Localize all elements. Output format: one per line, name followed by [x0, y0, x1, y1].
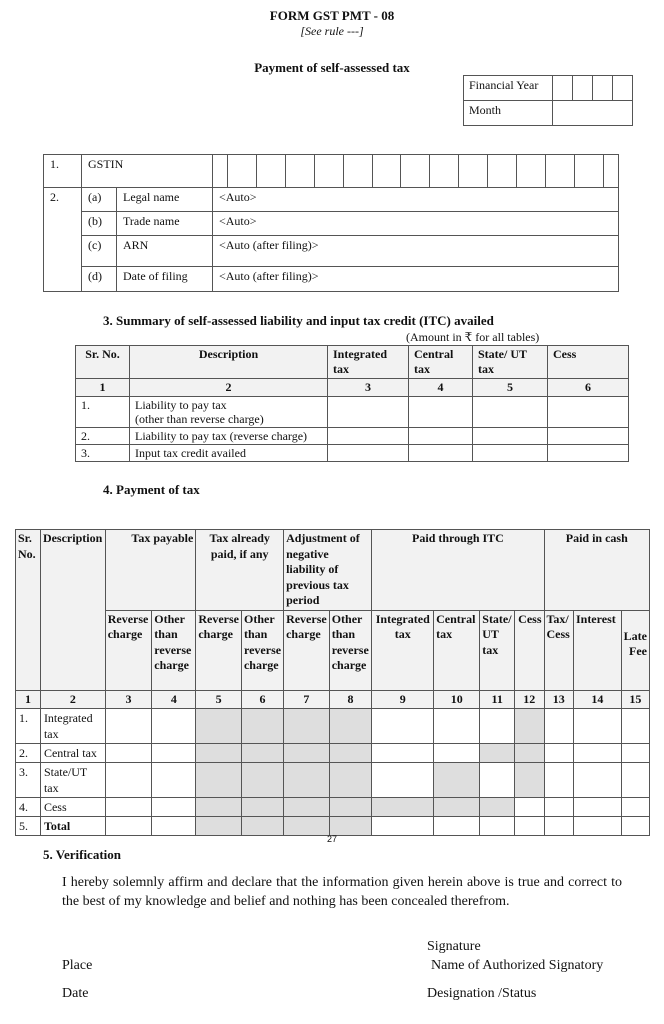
- row-description: Cess: [40, 798, 105, 817]
- gstin-char-box[interactable]: [213, 155, 227, 187]
- row-number: 2.: [76, 428, 130, 445]
- row-description-total: Total: [40, 817, 105, 836]
- col-number: 9: [372, 690, 434, 709]
- sub-header-state-ut-tax: State/ UT tax: [480, 610, 515, 690]
- row-description: Input tax credit availed: [130, 445, 328, 462]
- financial-year-digit[interactable]: [593, 76, 613, 101]
- gstin-char-box[interactable]: [372, 155, 401, 187]
- row-number: 5.: [16, 817, 41, 836]
- gstin-char-box[interactable]: [227, 155, 256, 187]
- amount-cell[interactable]: [372, 817, 434, 836]
- section3-title: 3. Summary of self-assessed liability and input tax credit (ITC) availed: [103, 313, 494, 328]
- amount-cell[interactable]: [152, 798, 196, 817]
- col-header-cess: Cess: [548, 346, 629, 379]
- legal-name-value: <Auto>: [213, 188, 619, 212]
- gstin-char-box[interactable]: [488, 155, 517, 187]
- payment-table: [15, 529, 650, 836]
- sub-header-cess: Cess: [515, 610, 544, 690]
- amount-cell[interactable]: [515, 798, 544, 817]
- col-number: 10: [434, 690, 480, 709]
- col-number: 2: [130, 379, 328, 397]
- sub-header-integrated-tax: Integrated tax: [372, 610, 434, 690]
- page-number: 27: [326, 834, 337, 844]
- col-header-description: Description: [40, 530, 105, 691]
- col-number: 12: [515, 690, 544, 709]
- signatory-name-label: Name of Authorized Signatory: [431, 958, 604, 973]
- table-row: [76, 397, 629, 428]
- gstin-char-box[interactable]: [517, 155, 546, 187]
- col-header-sr-no: Sr. No.: [76, 346, 130, 379]
- amount-cell[interactable]: [544, 798, 573, 817]
- disabled-cell: [284, 744, 330, 763]
- col-number: 8: [329, 690, 372, 709]
- amount-cell[interactable]: [515, 817, 544, 836]
- disabled-cell: [196, 709, 242, 744]
- table-row: [16, 709, 650, 744]
- amount-cell[interactable]: [621, 709, 649, 744]
- col-header-state-ut-tax: State/ UT tax: [473, 346, 548, 379]
- disabled-cell: [241, 798, 283, 817]
- month-field[interactable]: [553, 101, 633, 126]
- sub-header-reverse-charge: Reverse charge: [105, 610, 152, 690]
- col-header-central-tax: Central tax: [409, 346, 473, 379]
- amount-cell[interactable]: [544, 744, 573, 763]
- row-description: Integrated tax: [40, 709, 105, 744]
- trade-name-value: <Auto>: [213, 212, 619, 236]
- form-title: FORM GST PMT - 08: [269, 8, 395, 23]
- financial-year-digit[interactable]: [573, 76, 593, 101]
- disabled-cell: [515, 709, 544, 744]
- rule-reference: [See rule ---]: [300, 24, 364, 38]
- amount-cell[interactable]: [621, 744, 649, 763]
- disabled-cell: [196, 744, 242, 763]
- sub-header-interest: Interest: [573, 610, 621, 690]
- col-header-description: Description: [130, 346, 328, 379]
- financial-year-digit[interactable]: [613, 76, 633, 101]
- amount-cell[interactable]: [434, 817, 480, 836]
- col-number: 4: [152, 690, 196, 709]
- sub-item-label: (a): [82, 188, 117, 212]
- amount-cell[interactable]: [105, 817, 152, 836]
- amount-cell[interactable]: [105, 763, 152, 798]
- gstin-char-box[interactable]: [401, 155, 430, 187]
- amount-cell[interactable]: [473, 445, 548, 462]
- date-of-filing-label: Date of filing: [117, 267, 213, 292]
- amount-cell[interactable]: [372, 744, 434, 763]
- amount-cell[interactable]: [152, 817, 196, 836]
- row-number: 4.: [16, 798, 41, 817]
- row-number: 1.: [44, 155, 82, 188]
- disabled-cell: [241, 744, 283, 763]
- section5-title: 5. Verification: [43, 847, 121, 862]
- disabled-cell: [434, 798, 480, 817]
- financial-year-digit[interactable]: [553, 76, 573, 101]
- col-number: 5: [473, 379, 548, 397]
- amount-cell[interactable]: [573, 763, 621, 798]
- gstin-boxes[interactable]: [213, 155, 619, 188]
- amount-cell[interactable]: [473, 428, 548, 445]
- signature-label: Signature: [427, 939, 481, 954]
- row-number: 1.: [16, 709, 41, 744]
- col-number: 11: [480, 690, 515, 709]
- disabled-cell: [434, 763, 480, 798]
- row-description: State/UT tax: [40, 763, 105, 798]
- row-number: 1.: [76, 397, 130, 428]
- col-number: 15: [621, 690, 649, 709]
- col-number: 5: [196, 690, 242, 709]
- disabled-cell: [515, 763, 544, 798]
- disabled-cell: [329, 744, 372, 763]
- gstin-char-box[interactable]: [603, 155, 618, 187]
- table-row: [16, 763, 650, 798]
- disabled-cell: [196, 763, 242, 798]
- gstin-label: GSTIN: [82, 155, 213, 188]
- disabled-cell: [329, 763, 372, 798]
- gstin-char-box[interactable]: [459, 155, 488, 187]
- group-header-tax-already-paid: Tax already paid, if any: [196, 530, 284, 611]
- sub-item-label: (d): [82, 267, 117, 292]
- row-description: [130, 397, 328, 428]
- amount-cell[interactable]: [544, 709, 573, 744]
- amount-cell[interactable]: [434, 744, 480, 763]
- amount-cell[interactable]: [548, 445, 629, 462]
- disabled-cell: [284, 798, 330, 817]
- group-header-paid-cash: Paid in cash: [544, 530, 649, 611]
- disabled-cell: [196, 817, 242, 836]
- sub-item-label: (c): [82, 236, 117, 267]
- gstin-char-box[interactable]: [256, 155, 285, 187]
- amount-cell[interactable]: [328, 397, 409, 428]
- amount-cell[interactable]: [372, 763, 434, 798]
- disabled-cell: [196, 798, 242, 817]
- amount-cell[interactable]: [480, 763, 515, 798]
- date-of-filing-value: <Auto (after filing)>: [213, 267, 619, 292]
- amount-cell[interactable]: [573, 709, 621, 744]
- amount-cell[interactable]: [434, 709, 480, 744]
- place-label: Place: [62, 958, 93, 973]
- gstin-char-box[interactable]: [546, 155, 575, 187]
- amount-cell[interactable]: [409, 428, 473, 445]
- disabled-cell: [284, 763, 330, 798]
- amount-cell[interactable]: [328, 445, 409, 462]
- disabled-cell: [372, 798, 434, 817]
- amount-cell[interactable]: [152, 709, 196, 744]
- table-row: [76, 428, 629, 445]
- form-heading: Payment of self-assessed tax: [254, 60, 410, 75]
- amount-cell[interactable]: [621, 798, 649, 817]
- arn-value: <Auto (after filing)>: [213, 236, 619, 267]
- sub-header-other-than-reverse: Other than reverse charge: [241, 610, 283, 690]
- sub-header-other-than-reverse: Other than reverse charge: [152, 610, 196, 690]
- col-header-integrated-tax: Integrated tax: [328, 346, 409, 379]
- gstin-char-box[interactable]: [343, 155, 372, 187]
- sub-header-other-than-reverse: Other than reverse charge: [329, 610, 372, 690]
- legal-name-label: Legal name: [117, 188, 213, 212]
- gstin-char-box[interactable]: [575, 155, 604, 187]
- row-number: 2.: [16, 744, 41, 763]
- disabled-cell: [241, 763, 283, 798]
- disabled-cell: [329, 798, 372, 817]
- disabled-cell: [284, 709, 330, 744]
- row-description: Liability to pay tax (reverse charge): [130, 428, 328, 445]
- amount-cell[interactable]: [152, 763, 196, 798]
- group-header-paid-itc: Paid through ITC: [372, 530, 544, 611]
- arn-label: ARN: [117, 236, 213, 267]
- amount-cell[interactable]: [573, 817, 621, 836]
- row-description: Central tax: [40, 744, 105, 763]
- amount-cell[interactable]: [544, 817, 573, 836]
- col-number: 6: [241, 690, 283, 709]
- amount-cell[interactable]: [621, 763, 649, 798]
- col-header-sr-no: Sr. No.: [16, 530, 41, 691]
- amount-cell[interactable]: [105, 798, 152, 817]
- col-number: 13: [544, 690, 573, 709]
- amount-cell[interactable]: [544, 763, 573, 798]
- amount-cell[interactable]: [328, 428, 409, 445]
- sub-header-reverse-charge: Reverse charge: [284, 610, 330, 690]
- disabled-cell: [284, 817, 330, 836]
- gstin-char-box[interactable]: [314, 155, 343, 187]
- gstin-char-box[interactable]: [285, 155, 314, 187]
- disabled-cell: [241, 817, 283, 836]
- col-number: 1: [16, 690, 41, 709]
- sub-header-tax-cess: Tax/ Cess: [544, 610, 573, 690]
- group-header-tax-payable: Tax payable: [105, 530, 196, 611]
- col-number: 1: [76, 379, 130, 397]
- amount-cell[interactable]: [573, 798, 621, 817]
- col-number: 2: [40, 690, 105, 709]
- disabled-cell: [480, 798, 515, 817]
- table-row: [16, 817, 650, 836]
- disabled-cell: [329, 817, 372, 836]
- row-number: 2.: [44, 188, 82, 292]
- amount-cell[interactable]: [480, 817, 515, 836]
- amount-cell[interactable]: [573, 744, 621, 763]
- sub-item-label: (b): [82, 212, 117, 236]
- amount-cell[interactable]: [372, 709, 434, 744]
- amount-cell[interactable]: [548, 397, 629, 428]
- col-number: 14: [573, 690, 621, 709]
- amount-cell[interactable]: [621, 817, 649, 836]
- gstin-char-box[interactable]: [430, 155, 459, 187]
- row-number: 3.: [16, 763, 41, 798]
- desc-line: (other than reverse charge): [135, 412, 264, 426]
- group-header-adjustment: Adjustment of negative liability of previous tax period: [284, 530, 372, 611]
- amount-cell[interactable]: [105, 709, 152, 744]
- declaration-text: I hereby solemnly affirm and declare that the information given herein above is true and correct to the best of my knowledge and belief and nothing has been concealed therefrom.: [62, 875, 622, 909]
- sub-header-late-fee: Late Fee: [621, 610, 649, 690]
- section4-title: 4. Payment of tax: [103, 482, 200, 497]
- desc-line: Liability to pay tax: [135, 398, 227, 412]
- summary-table: [75, 345, 629, 462]
- disabled-cell: [329, 709, 372, 744]
- amount-cell[interactable]: [409, 445, 473, 462]
- col-number: 3: [105, 690, 152, 709]
- sub-header-central-tax: Central tax: [434, 610, 480, 690]
- amount-cell[interactable]: [473, 397, 548, 428]
- trade-name-label: Trade name: [117, 212, 213, 236]
- amount-cell[interactable]: [105, 744, 152, 763]
- financial-year-label: Financial Year: [464, 76, 553, 101]
- row-number: 3.: [76, 445, 130, 462]
- amount-cell[interactable]: [480, 709, 515, 744]
- disabled-cell: [515, 744, 544, 763]
- amount-cell[interactable]: [409, 397, 473, 428]
- amount-cell[interactable]: [548, 428, 629, 445]
- sub-header-reverse-charge: Reverse charge: [196, 610, 242, 690]
- col-number: 4: [409, 379, 473, 397]
- month-label: Month: [464, 101, 553, 126]
- amount-note: (Amount in ₹ for all tables): [406, 330, 540, 344]
- disabled-cell: [480, 744, 515, 763]
- table-row: [16, 744, 650, 763]
- designation-label: Designation /Status: [427, 986, 537, 1001]
- taxpayer-details-table: [43, 154, 619, 292]
- col-number: 6: [548, 379, 629, 397]
- disabled-cell: [241, 709, 283, 744]
- date-label: Date: [62, 986, 89, 1001]
- col-number: 3: [328, 379, 409, 397]
- col-number: 7: [284, 690, 330, 709]
- table-row: [16, 798, 650, 817]
- table-row: [76, 445, 629, 462]
- period-box: [463, 75, 633, 126]
- amount-cell[interactable]: [152, 744, 196, 763]
